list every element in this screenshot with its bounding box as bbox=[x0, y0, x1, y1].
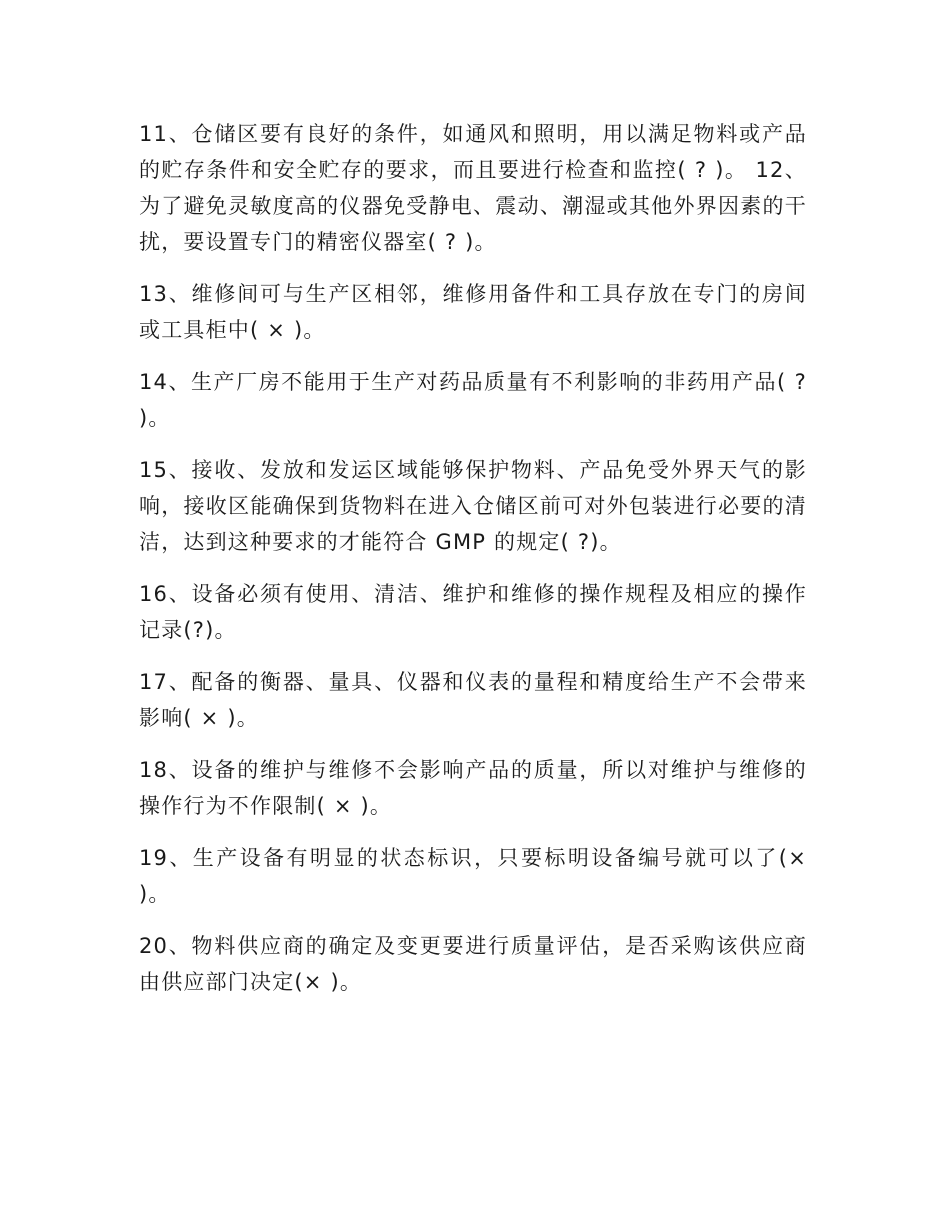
question-15-paragraph: 15、接收、发放和发运区域能够保护物料、产品免受外界天气的影响，接收区能确保到货物料在进入仓储区前可对外包装进行必要的清洁，达到这种要求的才能符合 GMP 的规定( ?)。 bbox=[139, 458, 807, 554]
question-18-paragraph: 18、设备的维护与维修不会影响产品的质量，所以对维护与维修的操作行为不作限制( × )。 bbox=[139, 758, 807, 818]
question-20-paragraph: 20、物料供应商的确定及变更要进行质量评估，是否采购该供应商由供应部门决定(× )。 bbox=[139, 934, 807, 994]
question-13-paragraph: 13、维修间可与生产区相邻，维修用备件和工具存放在专门的房间或工具柜中( × )。 bbox=[139, 282, 807, 342]
question-14-paragraph: 14、生产厂房不能用于生产对药品质量有不利影响的非药用产品( ? )。 bbox=[139, 370, 807, 430]
question-16-paragraph: 16、设备必须有使用、清洁、维护和维修的操作规程及相应的操作记录(?)。 bbox=[139, 582, 807, 642]
document-body bbox=[139, 116, 807, 1016]
question-17-paragraph: 17、配备的衡器、量具、仪器和仪表的量程和精度给生产不会带来影响( × )。 bbox=[139, 670, 807, 730]
question-11-12-paragraph: 11、仓储区要有良好的条件，如通风和照明，用以满足物料或产品的贮存条件和安全贮存的要求，而且要进行检查和监控( ? )。 12、为了避免灵敏度高的仪器免受静电、震动、潮湿或其他外界因素的干扰，要设置专门的精密仪器室( ? )。 bbox=[139, 122, 807, 254]
question-19-paragraph: 19、生产设备有明显的状态标识，只要标明设备编号就可以了(× )。 bbox=[139, 846, 807, 906]
